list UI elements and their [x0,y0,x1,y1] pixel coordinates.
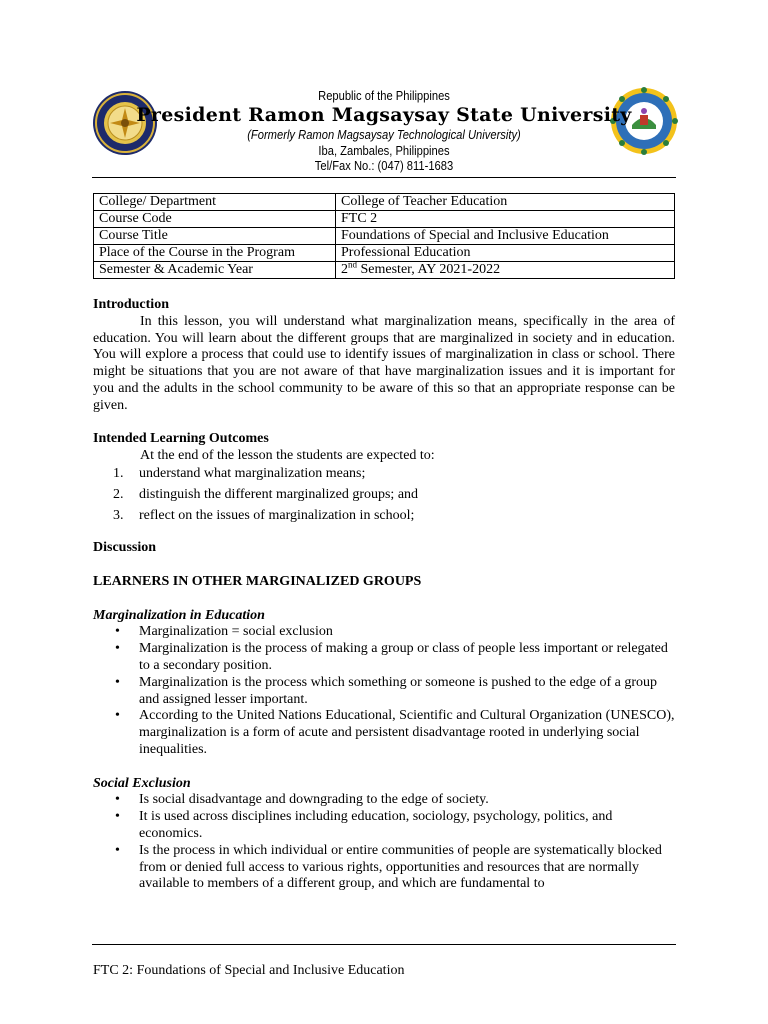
social-exclusion-subheading: Social Exclusion [93,775,191,791]
list-item: • Marginalization = social exclusion [93,624,675,641]
list-item: • Marginalization is the process which something or someone is pushed to the edge of a group and assigned lesser important. [93,675,675,709]
introduction-heading: Introduction [93,297,169,312]
list-item: • Is social disadvantage and downgrading to the edge of society. [93,792,675,809]
list-item-text: understand what marginalization means; [139,465,366,481]
table-cell-value [336,259,675,279]
marginalization-subheading: Marginalization in Education [93,607,265,623]
page-footer: FTC 2: Foundations of Special and Inclusive Education [93,963,405,978]
table-cell-label: Semester & Academic Year [94,262,336,279]
list-item [93,508,675,525]
table-cell-label: Course Title [94,228,336,245]
list-item: • It is used across disciplines including education, sociology, psychology, politics, and economics. [93,809,675,843]
semester-ordinal: nd [348,259,357,270]
table-cell-value: FTC 2 [336,211,675,228]
table-row [94,262,675,279]
list-number: 1. [113,465,124,481]
table-cell-label: Place of the Course in the Program [94,245,336,262]
table-cell-value: College of Teacher Education [336,194,675,211]
list-item: • According to the United Nations Educational, Scientific and Cultural Organization (UNESCO), marginalization is a form of acute and persistent disadvantage rooted in underlying social inequalities. [93,708,675,758]
list-number: 3. [113,507,124,523]
tel-fax: Tel/Fax No.: (047) 811-1683 [314,158,454,173]
course-info-table [93,193,675,279]
section-title: LEARNERS IN OTHER MARGINALIZED GROUPS [93,573,422,589]
table-cell-label: Course Code [94,211,336,228]
former-name: (Formerly Ramon Magsaysay Technological University) [247,127,521,142]
table-cell-value: Foundations of Special and Inclusive Education [336,228,675,245]
marginalization-list [93,624,675,758]
table-cell-label: College/ Department [94,194,336,211]
outcomes-heading: Intended Learning Outcomes [93,431,269,447]
semester-number: 2 [341,262,348,277]
document-body [93,297,675,893]
header-divider [92,177,676,178]
table-cell-value: Professional Education [336,245,675,262]
table-row [94,228,675,245]
table-row [94,245,675,262]
footer-divider [92,944,676,945]
outcomes-list [93,466,675,524]
university-name: President Ramon Magsaysay State University [136,104,632,126]
list-item-text: reflect on the issues of marginalization in school; [139,507,415,523]
document-header [0,0,768,180]
list-item: • Is the process in which individual or entire communities of people are systematically blocked from or denied full access to various rights, opportunities and resources that are normally available to members of a different group, and which are fundamental to [93,843,675,893]
social-exclusion-list [93,792,675,893]
outcomes-lead: At the end of the lesson the students are expected to: [140,448,435,464]
semester-rest: Semester, AY 2021-2022 [357,262,501,277]
discussion-heading: Discussion [93,540,157,556]
list-item: • Marginalization is the process of making a group or class of people less important or relegated to a secondary position. [93,641,675,675]
list-item [93,487,675,504]
republic-line: Republic of the Philippines [318,88,450,103]
university-address: Iba, Zambales, Philippines [318,143,450,158]
table-row [94,211,675,228]
list-item [93,466,675,483]
list-number: 2. [113,486,124,502]
list-item-text: distinguish the different marginalized groups; and [139,486,419,502]
table-row [94,194,675,211]
introduction-text: In this lesson, you will understand what marginalization means, specifically in the area of education. You will learn about the different groups that are marginalized in society and in education. You will explore a process that could use to identify issues of marginalization in class or school. There might be situations that you are not aware of that have marginalization issues and it is important for you and the adults in the school community to be aware of this so that an appropriate response can be given. [93,313,675,413]
